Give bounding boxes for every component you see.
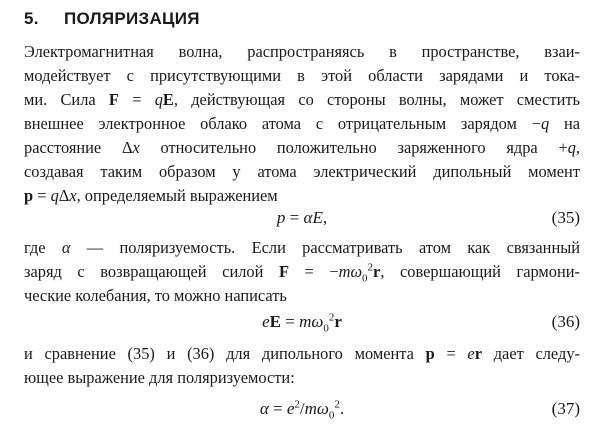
- section-heading: [24, 9, 200, 29]
- paragraph-1-line-5: расстояние Δx относительно положительно заряженного ядра +q,: [24, 138, 580, 157]
- equation-35-number: (35): [551, 208, 580, 227]
- equation-37-formula: $\alpha = e^2/m\omega_0^2$.: [259, 398, 345, 422]
- paragraph-3-line-2: ющее выражение для поляризуемости:: [24, 368, 295, 387]
- paragraph-1-line-3: ми. Сила F = qE, действующая со стороны волны, может сместить: [24, 90, 580, 109]
- equation-36-number: (36): [551, 312, 580, 331]
- equation-37-number: (37): [551, 399, 580, 418]
- equation-35-formula: p = αE,: [276, 208, 328, 227]
- equation-37: [24, 396, 580, 422]
- paragraph-2-line-2: заряд с возвращающей силой $F = -m\omega_0^2r$, совершающий гармони-: [24, 261, 580, 284]
- paragraph-3-line-1: и сравнение (35) и (36) для дипольного момента p = er дает следу-: [24, 344, 580, 363]
- section-number: 5.: [24, 9, 39, 28]
- equation-35: [24, 205, 580, 231]
- equation-36: [24, 309, 580, 335]
- equation-36-formula: eE = $m\omega_0^2r$: [262, 311, 342, 335]
- paragraph-1-line-6: создавая таким образом у атома электрический дипольный момент: [24, 162, 580, 181]
- paragraph-1-line-4: внешнее электронное облако атома с отрицательным зарядом −q на: [24, 114, 580, 133]
- section-title: ПОЛЯРИЗАЦИЯ: [64, 9, 200, 28]
- paragraph-1-line-1: Электромагнитная волна, распространяясь в пространстве, взаи-: [24, 42, 580, 61]
- paragraph-2-line-1: где α — поляризуемость. Если рассматривать атом как связанный: [24, 238, 580, 257]
- paragraph-1-line-2: модействует с присутствующими в этой области зарядами и тока-: [24, 66, 580, 85]
- paragraph-1-line-7: p = qΔx, определяемый выражением: [24, 186, 278, 205]
- paragraph-2-line-3: ческие колебания, то можно написать: [24, 286, 287, 305]
